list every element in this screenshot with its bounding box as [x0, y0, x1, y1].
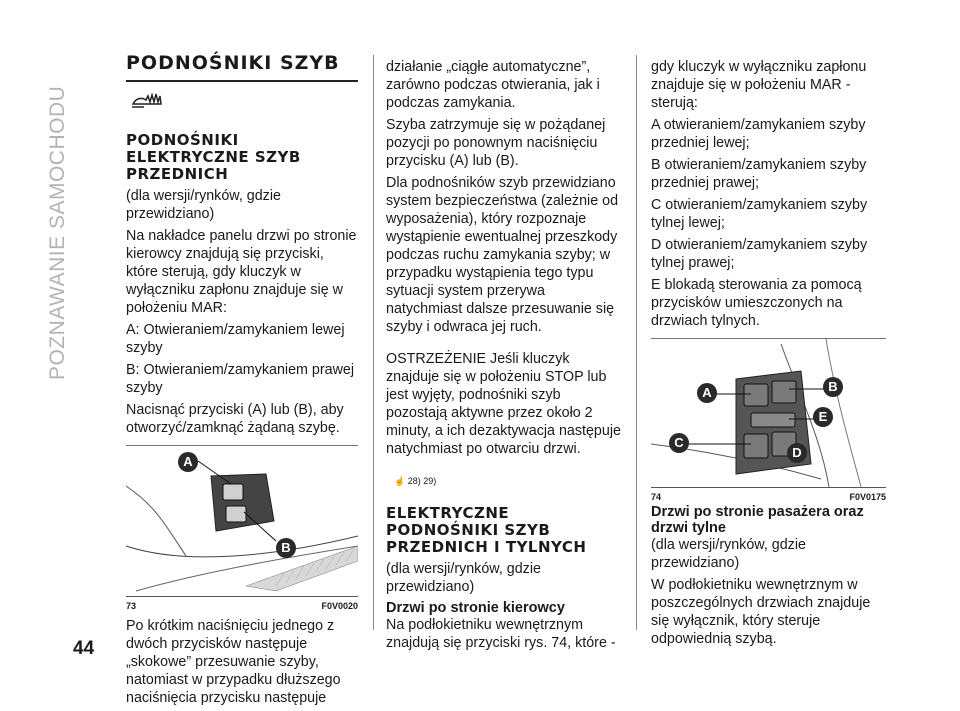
paragraph: B: Otwieraniem/zamykaniem prawej szyby [126, 362, 355, 396]
column-divider [373, 55, 374, 630]
paragraph: B otwieraniem/zamykaniem szyby przedniej prawej; [651, 157, 867, 191]
paragraph: Nacisnąć przyciski (A) lub (B), aby otworzyć/zamknąć żądaną szybę. [126, 402, 344, 436]
column-2 [386, 58, 621, 656]
paragraph: A otwieraniem/zamykaniem szyby przedniej lewej; [651, 117, 866, 151]
paragraph: Na podłokietniku wewnętrznym znajdują się przyciski rys. 74, które - [386, 617, 616, 651]
figure-73 [126, 445, 358, 597]
paragraph: Na nakładce panelu drzwi po stronie kierowcy znajdują się przyciski, które sterują, gdy kluczyk w wyłączniku zapłonu znajduje się w położeniu MAR: [126, 228, 357, 316]
paragraph: A: Otwieraniem/zamykaniem lewej szyby [126, 322, 345, 356]
paragraph: E blokadą sterowania za pomocą przycisków umieszczonych na drzwiach tylnych. [651, 277, 862, 329]
paragraph: Szyba zatrzymuje się w pożądanej pozycji po ponownym naciśnięciu przycisku (A) lub (B). [386, 117, 606, 169]
paragraph: C otwieraniem/zamykaniem szyby tylnej lewej; [651, 197, 868, 231]
title-rule [126, 80, 358, 82]
callout-a: A [178, 452, 198, 472]
section-title: ELEKTRYCZNE PODNOŚNIKI SZYB PRZEDNICH I TYLNYCH [386, 504, 587, 556]
callout-d: D [787, 443, 807, 463]
callout-b: B [276, 538, 296, 558]
callout-b: B [823, 377, 843, 397]
column-1 [126, 44, 358, 711]
subsection-title: Drzwi po stronie kierowcy [386, 600, 565, 616]
paragraph: D otwieraniem/zamykaniem szyby tylnej prawej; [651, 237, 868, 271]
figure-code: F0V0175 [849, 492, 886, 502]
paragraph: Po krótkim naciśnięciu jednego z dwóch przycisków następuje „skokowe” przesuwanie szyby, natomiast w przypadku dłuższego naciśnięcia przycisku następuje [126, 618, 341, 706]
column-divider [636, 55, 637, 630]
figure-number: 73 [126, 601, 137, 611]
hand-note-icon: ☝ [394, 476, 406, 486]
page-number: 44 [73, 638, 95, 659]
callout-e: E [813, 407, 833, 427]
chapter-title: PODNOŚNIKI SZYB [126, 52, 340, 74]
column-3 [651, 58, 886, 652]
figure-number: 74 [651, 492, 662, 502]
armrest-switch-panel-illustration [651, 339, 886, 487]
paragraph: W podłokietniku wewnętrznym w poszczególnych drzwiach znajduje się wyłącznik, który steruje odpowiednią szybą. [651, 577, 871, 647]
paragraph: (dla wersji/rynków, gdzie przewidziano) [126, 188, 281, 222]
paragraph: (dla wersji/rynków, gdzie przewidziano) [386, 561, 541, 595]
window-switch-illustration [126, 446, 358, 596]
figure-caption [651, 492, 886, 502]
paragraph: działanie „ciągłe automatyczne”, zarówno podczas otwierania, jak i podczas zamykania. [386, 59, 600, 111]
paragraph: gdy kluczyk w wyłączniku zapłonu znajduje się w położeniu MAR - sterują: [651, 59, 867, 111]
figure-74 [651, 338, 886, 488]
callout-a: A [697, 383, 717, 403]
callout-c: C [669, 433, 689, 453]
paragraph: Dla podnośników szyb przewidziano system bezpieczeństwa (zależnie od wyposażenia), który rozpoznaje wystąpienie ewentualnej przeszkody podczas ruchu zamykania szyby; w przypadku wystąpienia tego typu sytuacji system przerywa natychmiast dalsze przesuwanie się szyby i odwraca jej ruch. [386, 175, 619, 335]
figure-caption [126, 601, 358, 611]
figure-code: F0V0020 [321, 601, 358, 611]
paragraph: (dla wersji/rynków, gdzie przewidziano) [651, 537, 806, 571]
section-title: PODNOŚNIKI ELEKTRYCZNE SZYB PRZEDNICH [126, 131, 301, 183]
references [394, 476, 621, 487]
warning-paragraph: OSTRZEŻENIE Jeśli kluczyk znajduje się w położeniu STOP lub jest wyjęty, podnośniki szyb pozostają aktywne przez około 2 minuty, a ich dezaktywacja następuje natychmiast po otwarciu drzwi. [386, 351, 621, 457]
side-running-title: POZNAWANIE SAMOCHODU [46, 85, 69, 380]
subsection-title: Drzwi po stronie pasażera oraz drzwi tylne [651, 504, 864, 536]
glove-hand-icon [130, 92, 358, 114]
reference-numbers: 28) 29) [407, 476, 437, 486]
